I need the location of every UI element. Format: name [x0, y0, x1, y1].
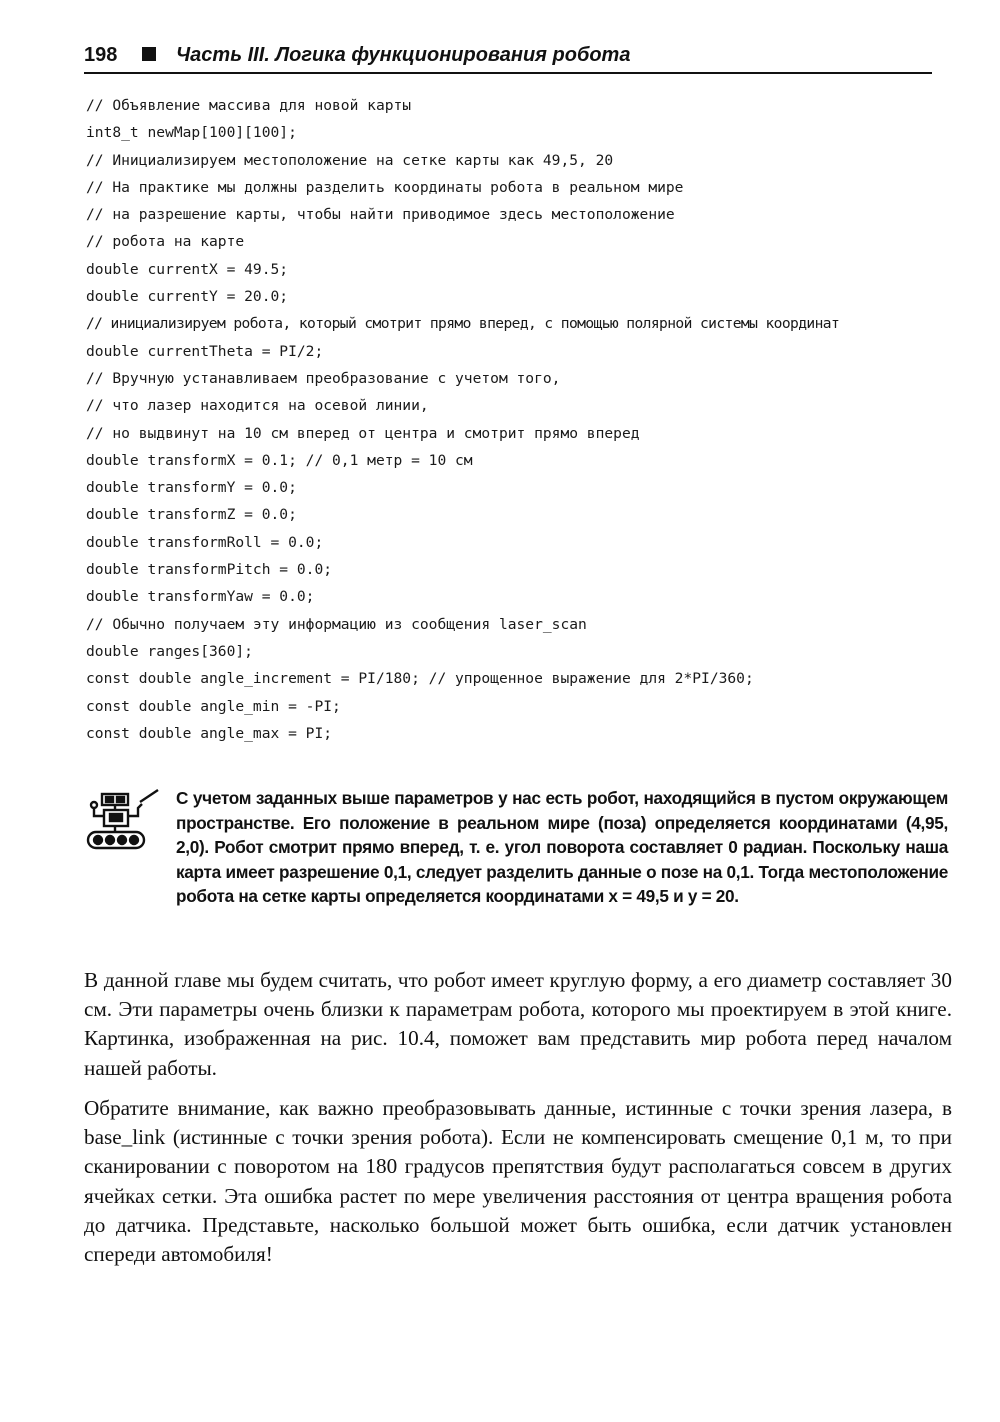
robot-icon — [84, 788, 164, 854]
code-line: // на разрешение карты, чтобы найти приводимое здесь местоположение — [86, 206, 675, 224]
code-line: // но выдвинут на 10 см вперед от центра и смотрит прямо вперед — [86, 424, 640, 442]
running-head — [84, 40, 932, 74]
code-line: double transformYaw = 0.0; — [86, 588, 315, 606]
code-line: double transformPitch = 0.0; — [86, 561, 333, 579]
code-line: double transformRoll = 0.0; — [86, 533, 324, 551]
code-line: // Вручную устанавливаем преобразование с учетом того, — [86, 369, 561, 387]
code-line: double currentX = 49.5; — [86, 260, 289, 278]
code-line: double ranges[360]; — [86, 642, 253, 660]
code-line: const double angle_max = PI; — [86, 724, 333, 742]
code-line: const double angle_min = -PI; — [86, 697, 341, 715]
header-square-marker — [142, 47, 156, 61]
code-line: // Объявление массива для новой карты — [86, 97, 412, 114]
running-head-title: Часть III. Логика функционирования робота — [176, 44, 631, 66]
code-line: // На практике мы должны разделить координаты робота в реальном мире — [86, 178, 684, 196]
page-number: 198 — [84, 44, 118, 66]
code-line: double transformY = 0.0; — [86, 479, 297, 497]
code-line: double transformX = 0.1; // 0,1 метр = 10 см — [86, 451, 473, 469]
code-listing — [86, 92, 966, 747]
code-line: double currentY = 20.0; — [86, 288, 289, 306]
body-paragraph: Обратите внимание, как важно преобразовывать данные, истинные с точки зрения лазера, в base_link (истинные с точки зрения робота). Если не компенсировать смещение 0,1 м, то при сканировании с поворотом на 180 градусов препятствия будут располагаться совсем в других ячейках сетки. Эта ошибка растет по мере увеличения расстояния от центра вращения робота до датчика. Представьте, насколько большой может быть ошибка, если датчик установлен спереди автомобиля! — [84, 1096, 952, 1267]
code-line: double currentTheta = PI/2; — [86, 342, 324, 360]
code-line: double transformZ = 0.0; — [86, 506, 297, 524]
code-line: // инициализируем робота, который смотрит прямо вперед, с помощью полярной системы координат — [86, 315, 840, 333]
note-text: С учетом заданных выше параметров у нас есть робот, находящийся в пустом окружающем пространстве. Его положение в реальном мире (поза) определяется координатами (4,95, 2,0). Робот смотрит прямо вперед, т. е. угол поворота составляет 0 радиан. Поскольку наша карта имеет разрешение 0,1, следует разделить данные о позе на 0,1. Тогда местоположение робота на сетке карты определяется координатами x = 49,5 и y = 20. — [176, 788, 948, 906]
code-line: // Инициализируем местоположение на сетке карты как 49,5, 20 — [86, 151, 614, 169]
code-line: // робота на карте — [86, 233, 245, 251]
body-paragraph: В данной главе мы будем считать, что робот имеет круглую форму, а его диаметр составляет 30 см. Эти параметры очень близки к параметрам робота, которого мы проектируем в этой книге. Картинка, изображенная на рис. 10.4, поможет вам представить мир робота перед началом нашей работы. — [84, 968, 952, 1080]
code-line: // Обычно получаем эту информацию из сообщения laser_scan — [86, 615, 587, 633]
code-line: // что лазер находится на осевой линии, — [86, 397, 429, 415]
code-line: const double angle_increment = PI/180; // упрощенное выражение для 2*PI/360; — [86, 670, 754, 688]
code-line: int8_t newMap[100][100]; — [86, 124, 297, 142]
